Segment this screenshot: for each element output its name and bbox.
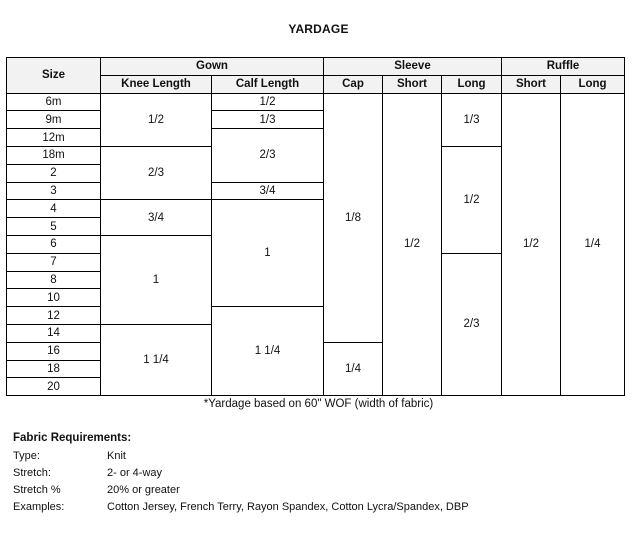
size-cell: 4 bbox=[7, 200, 101, 218]
fabric-requirements-title: Fabric Requirements: bbox=[13, 432, 132, 444]
calf-length-cell: 1 bbox=[212, 200, 324, 307]
ruffle-short-header: Short bbox=[502, 75, 561, 93]
cap-cell: 1/4 bbox=[324, 342, 383, 395]
sleeve-long-cell: 1/2 bbox=[442, 146, 502, 253]
yardage-table bbox=[6, 57, 625, 396]
size-cell: 6 bbox=[7, 235, 101, 253]
size-cell: 18m bbox=[7, 146, 101, 164]
requirement-label: Stretch: bbox=[13, 467, 51, 479]
ruffle-long-header: Long bbox=[561, 75, 625, 93]
page-title: YARDAGE bbox=[288, 22, 349, 36]
size-cell: 7 bbox=[7, 253, 101, 271]
size-cell: 3 bbox=[7, 182, 101, 200]
cap-header: Cap bbox=[324, 75, 383, 93]
size-cell: 10 bbox=[7, 289, 101, 307]
calf-length-cell: 3/4 bbox=[212, 182, 324, 200]
sleeve-short-header: Short bbox=[383, 75, 442, 93]
knee-length-cell: 1 bbox=[101, 235, 212, 324]
calf-length-cell: 1/3 bbox=[212, 111, 324, 129]
knee-length-cell: 1 1/4 bbox=[101, 324, 212, 395]
requirement-label: Type: bbox=[13, 450, 40, 462]
requirement-value: Cotton Jersey, French Terry, Rayon Spandex, Cotton Lycra/Spandex, DBP bbox=[107, 501, 469, 513]
requirement-label: Examples: bbox=[13, 501, 65, 513]
knee-length-cell: 2/3 bbox=[101, 146, 212, 199]
sleeve-long-header: Long bbox=[442, 75, 502, 93]
requirement-value: 20% or greater bbox=[107, 484, 180, 496]
ruffle-header: Ruffle bbox=[502, 58, 625, 76]
requirement-value: 2- or 4-way bbox=[107, 467, 163, 479]
size-cell: 8 bbox=[7, 271, 101, 289]
sleeve-long-cell: 2/3 bbox=[442, 253, 502, 395]
knee-length-cell: 3/4 bbox=[101, 200, 212, 236]
size-cell: 12 bbox=[7, 307, 101, 325]
calf-length-cell: 1/2 bbox=[212, 93, 324, 111]
size-cell: 5 bbox=[7, 218, 101, 236]
gown-header: Gown bbox=[101, 58, 324, 76]
cap-cell: 1/8 bbox=[324, 93, 383, 342]
size-cell: 16 bbox=[7, 342, 101, 360]
knee-length-header: Knee Length bbox=[101, 75, 212, 93]
size-cell: 18 bbox=[7, 360, 101, 378]
size-cell: 2 bbox=[7, 164, 101, 182]
size-header: Size bbox=[7, 58, 101, 94]
size-cell: 9m bbox=[7, 111, 101, 129]
sleeve-long-cell: 1/3 bbox=[442, 93, 502, 146]
sleeve-short-cell: 1/2 bbox=[383, 93, 442, 396]
size-cell: 14 bbox=[7, 324, 101, 342]
size-cell: 20 bbox=[7, 378, 101, 396]
yardage-footnote: *Yardage based on 60" WOF (width of fabric) bbox=[203, 398, 434, 410]
ruffle-long-cell: 1/4 bbox=[561, 93, 625, 396]
calf-length-cell: 2/3 bbox=[212, 129, 324, 182]
calf-length-cell: 1 1/4 bbox=[212, 307, 324, 396]
requirement-label: Stretch % bbox=[13, 484, 61, 496]
size-cell: 12m bbox=[7, 129, 101, 147]
knee-length-cell: 1/2 bbox=[101, 93, 212, 146]
requirement-value: Knit bbox=[107, 450, 126, 462]
calf-length-header: Calf Length bbox=[212, 75, 324, 93]
size-cell: 6m bbox=[7, 93, 101, 111]
ruffle-short-cell: 1/2 bbox=[502, 93, 561, 396]
sleeve-header: Sleeve bbox=[324, 58, 502, 76]
